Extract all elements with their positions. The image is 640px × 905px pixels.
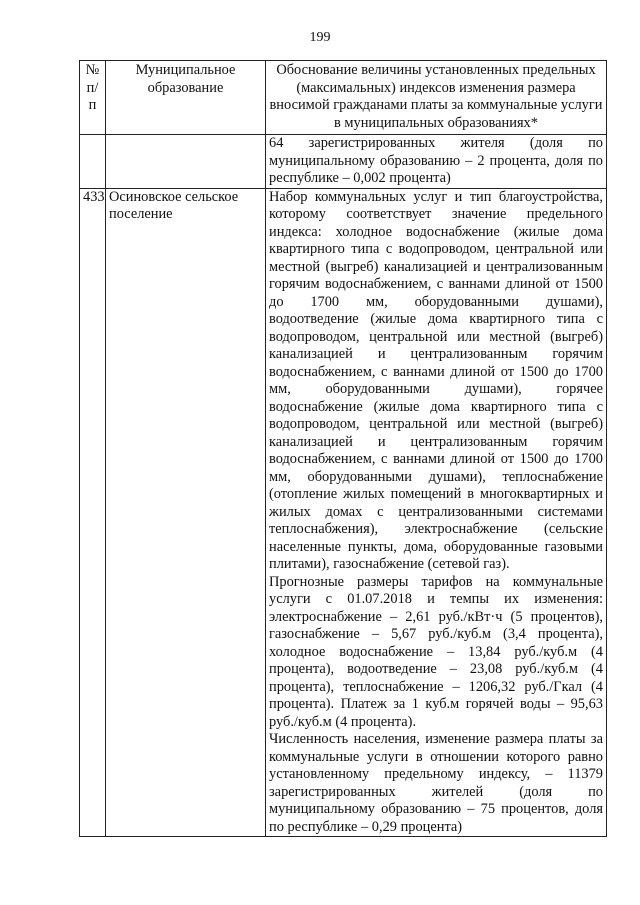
header-num: № п/п [80, 61, 106, 135]
continuation-num-cell [80, 135, 106, 189]
header-justification: Обоснование величины установленных предельных (максимальных) индексов изменения размера вносимой гражданами платы за коммунальные услуги в муниципальных образованиях* [266, 61, 607, 135]
table-header-row [80, 61, 607, 135]
continuation-text: 64 зарегистрированных жителя (доля по муниципальному образованию – 2 процента, доля по республике – 0,002 процента) [266, 135, 607, 189]
population-paragraph: Численность населения, изменение размера платы за коммунальные услуги в отношении которого равно установленному предельному индексу, – 11379 зарегистрированных жителей (доля по муниципальному образованию – 75 процентов, доля по республике – 0,29 процента) [269, 731, 603, 835]
tariffs-paragraph: Прогнозные размеры тарифов на коммунальные услуги с 01.07.2018 и темпы их изменения: электроснабжение – 2,61 руб./кВт·ч (5 процентов), газоснабжение – 5,67 руб./куб.м (3,4 процента), холодное водоснабжение – 13,84 руб./куб.м (4 процента), водоотведение – 23,08 руб./куб.м (4 процента), теплоснабжение – 1206,32 руб./Гкал (4 процента). Платеж за 1 куб.м горячей воды – 95,63 руб./куб.м (4 процента). [269, 573, 603, 730]
table-row [80, 188, 607, 837]
justification-cell [266, 188, 607, 837]
municipality-name: Осиновское сельское поселение [106, 188, 266, 837]
row-number: 433 [80, 188, 106, 837]
indices-table [79, 60, 607, 837]
utilities-set-paragraph: Набор коммунальных услуг и тип благоустройства, которому соответствует значение предельного индекса: холодное водоснабжение (жилые дома квартирного типа с водопроводом, центральной или местной (выгреб) канализацией и централизованным горячим водоснабжением, с ваннами длиной от 1500 до 1700 мм, оборудованными душами), водоотведение (жилые дома квартирного типа с водопроводом, центральной или местной (выгреб) канализацией и централизованным горячим водоснабжением, с ваннами длиной от 1500 до 1700 мм, оборудованными душами), горячее водоснабжение (жилые дома квартирного типа с водопроводом, центральной или местной (выгреб) канализацией и централизованным горячим водоснабжением, с ваннами длиной от 1500 до 1700 мм, оборудованными душами), теплоснабжение (отопление жилых помещений в многоквартирных и жилых домах с централизованными системами теплоснабжения), электроснабжение (сельские населенные пункты, дома, оборудованные газовыми плитами), газоснабжение (сетевой газ). [269, 188, 603, 572]
continuation-municipality-cell [106, 135, 266, 189]
header-municipality: Муниципальное образование [106, 61, 266, 135]
table-row-continuation [80, 135, 607, 189]
page-number: 199 [309, 30, 331, 45]
